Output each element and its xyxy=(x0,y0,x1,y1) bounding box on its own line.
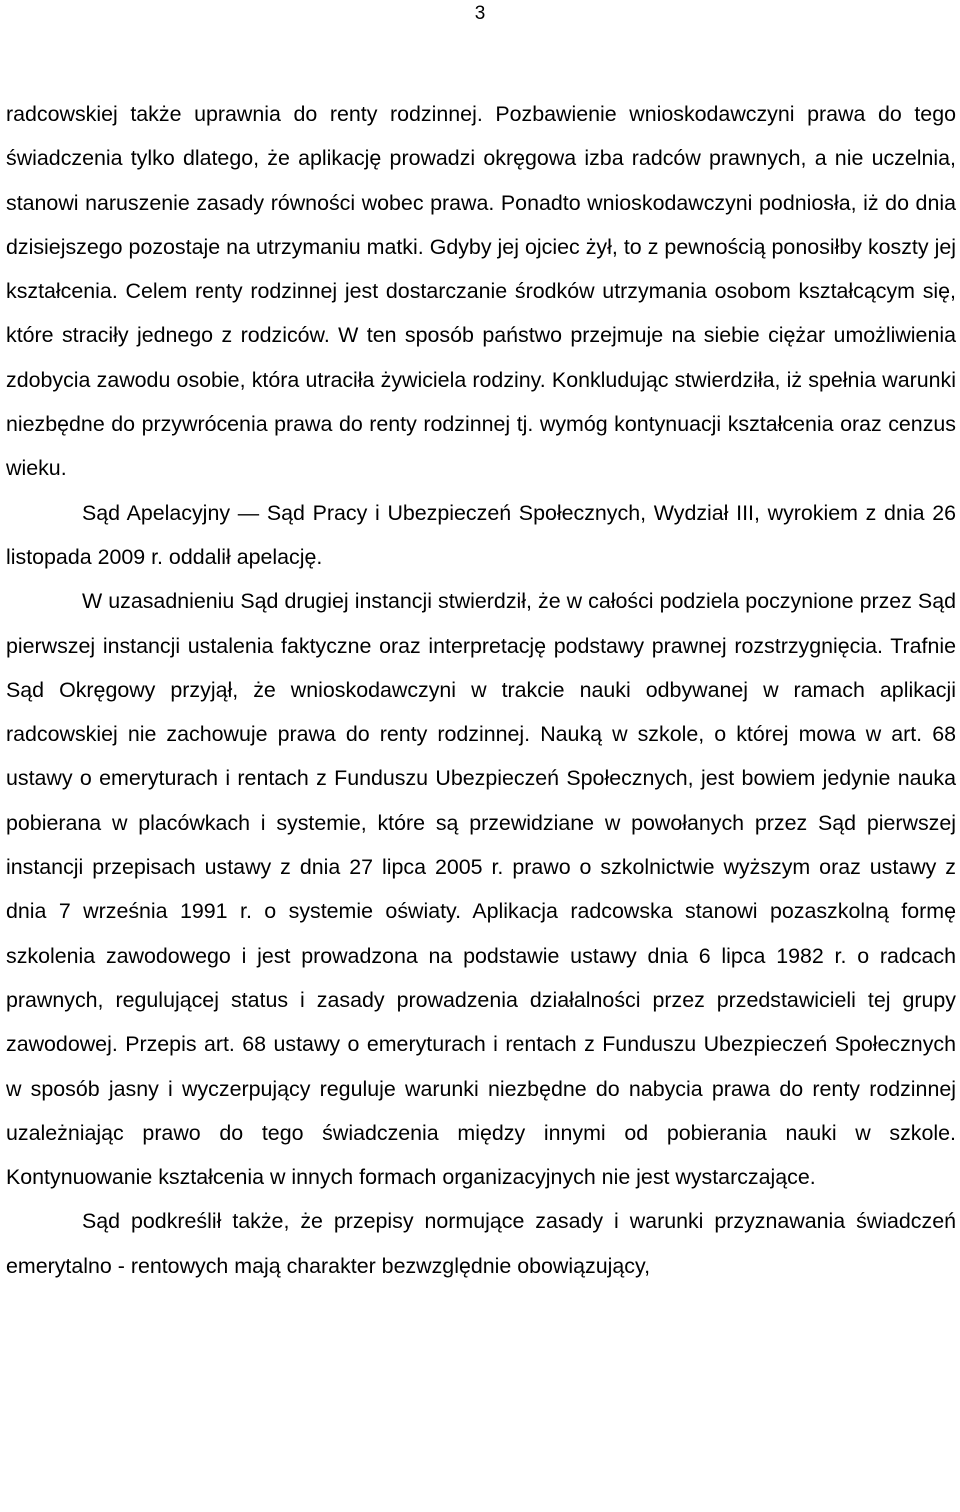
page-number: 3 xyxy=(474,3,486,24)
paragraph-justification: W uzasadnieniu Sąd drugiej instancji stwierdził, że w całości podziela poczynione przez Sąd pierwszej instancji ustalenia faktyczne oraz interpretację podstawy prawnej rozstrzygnięcia. Trafnie Sąd Okręgowy przyjął, że wnioskodawczyni w trakcie nauki odbywanej w ramach aplikacji radcowskiej nie zachowuje prawa do renty rodzinnej. Nauką w szkole, o której mowa w art. 68 ustawy o emeryturach i rentach z Funduszu Ubezpieczeń Społecznych, jest bowiem jedynie nauka pobierana w placówkach i systemie, które są przewidziane w powołanych przez Sąd pierwszej instancji przepisach ustawy z dnia 27 lipca 2005 r. prawo o szkolnictwie wyższym oraz ustawy z dnia 7 września 1991 r. o systemie oświaty. Aplikacja radcowska stanowi pozaszkolną formę szkolenia zawodowego i jest prowadzona na podstawie ustawy dnia 6 lipca 1982 r. o radcach prawnych, regulującej status i zasady prowadzenia działalności przez przedstawicieli tej grupy zawodowej. Przepis art. 68 ustawy o emeryturach i rentach z Funduszu Ubezpieczeń Społecznych w sposób jasny i wyczerpujący reguluje warunki niezbędne do nabycia prawa do renty rodzinnej uzależniając prawo do tego świadczenia między innymi od pobierania nauki w szkole. Kontynuowanie kształcenia w innych formach organizacyjnych nie jest wystarczające. xyxy=(6,589,956,1190)
paragraph-appeal-court: Sąd Apelacyjny ― Sąd Pracy i Ubezpieczeń Społecznych, Wydział III, wyrokiem z dnia 26 listopada 2009 r. oddalił apelację. xyxy=(6,500,956,569)
paragraph-continuation: radcowskiej także uprawnia do renty rodzinnej. Pozbawienie wnioskodawczyni prawa do tego świadczenia tylko dlatego, że aplikację prowadzi okręgowa izba radców prawnych, a nie uczelnia, stanowi naruszenie zasady równości wobec prawa. Ponadto wnioskodawczyni podniosła, iż do dnia dzisiejszego pozostaje na utrzymaniu matki. Gdyby jej ojciec żył, to z pewnością ponosiłby koszty jej kształcenia. Celem renty rodzinnej jest dostarczanie środków utrzymania osobom kształcącym się, które straciły jednego z rodziców. W ten sposób państwo przejmuje na siebie ciężar umożliwienia zdobycia zawodu osobie, która utraciła żywiciela rodziny. Konkludując stwierdziła, iż spełnia warunki niezbędne do przywrócenia prawa do renty rodzinnej tj. wymóg kontynuacji kształcenia oraz cenzus wieku. xyxy=(6,102,956,481)
paragraph-court-emphasis: Sąd podkreślił także, że przepisy normujące zasady i warunki przyznawania świadczeń emerytalno - rentowych mają charakter bezwzględnie obowiązujący, xyxy=(6,1209,956,1278)
document-body xyxy=(6,92,956,1288)
